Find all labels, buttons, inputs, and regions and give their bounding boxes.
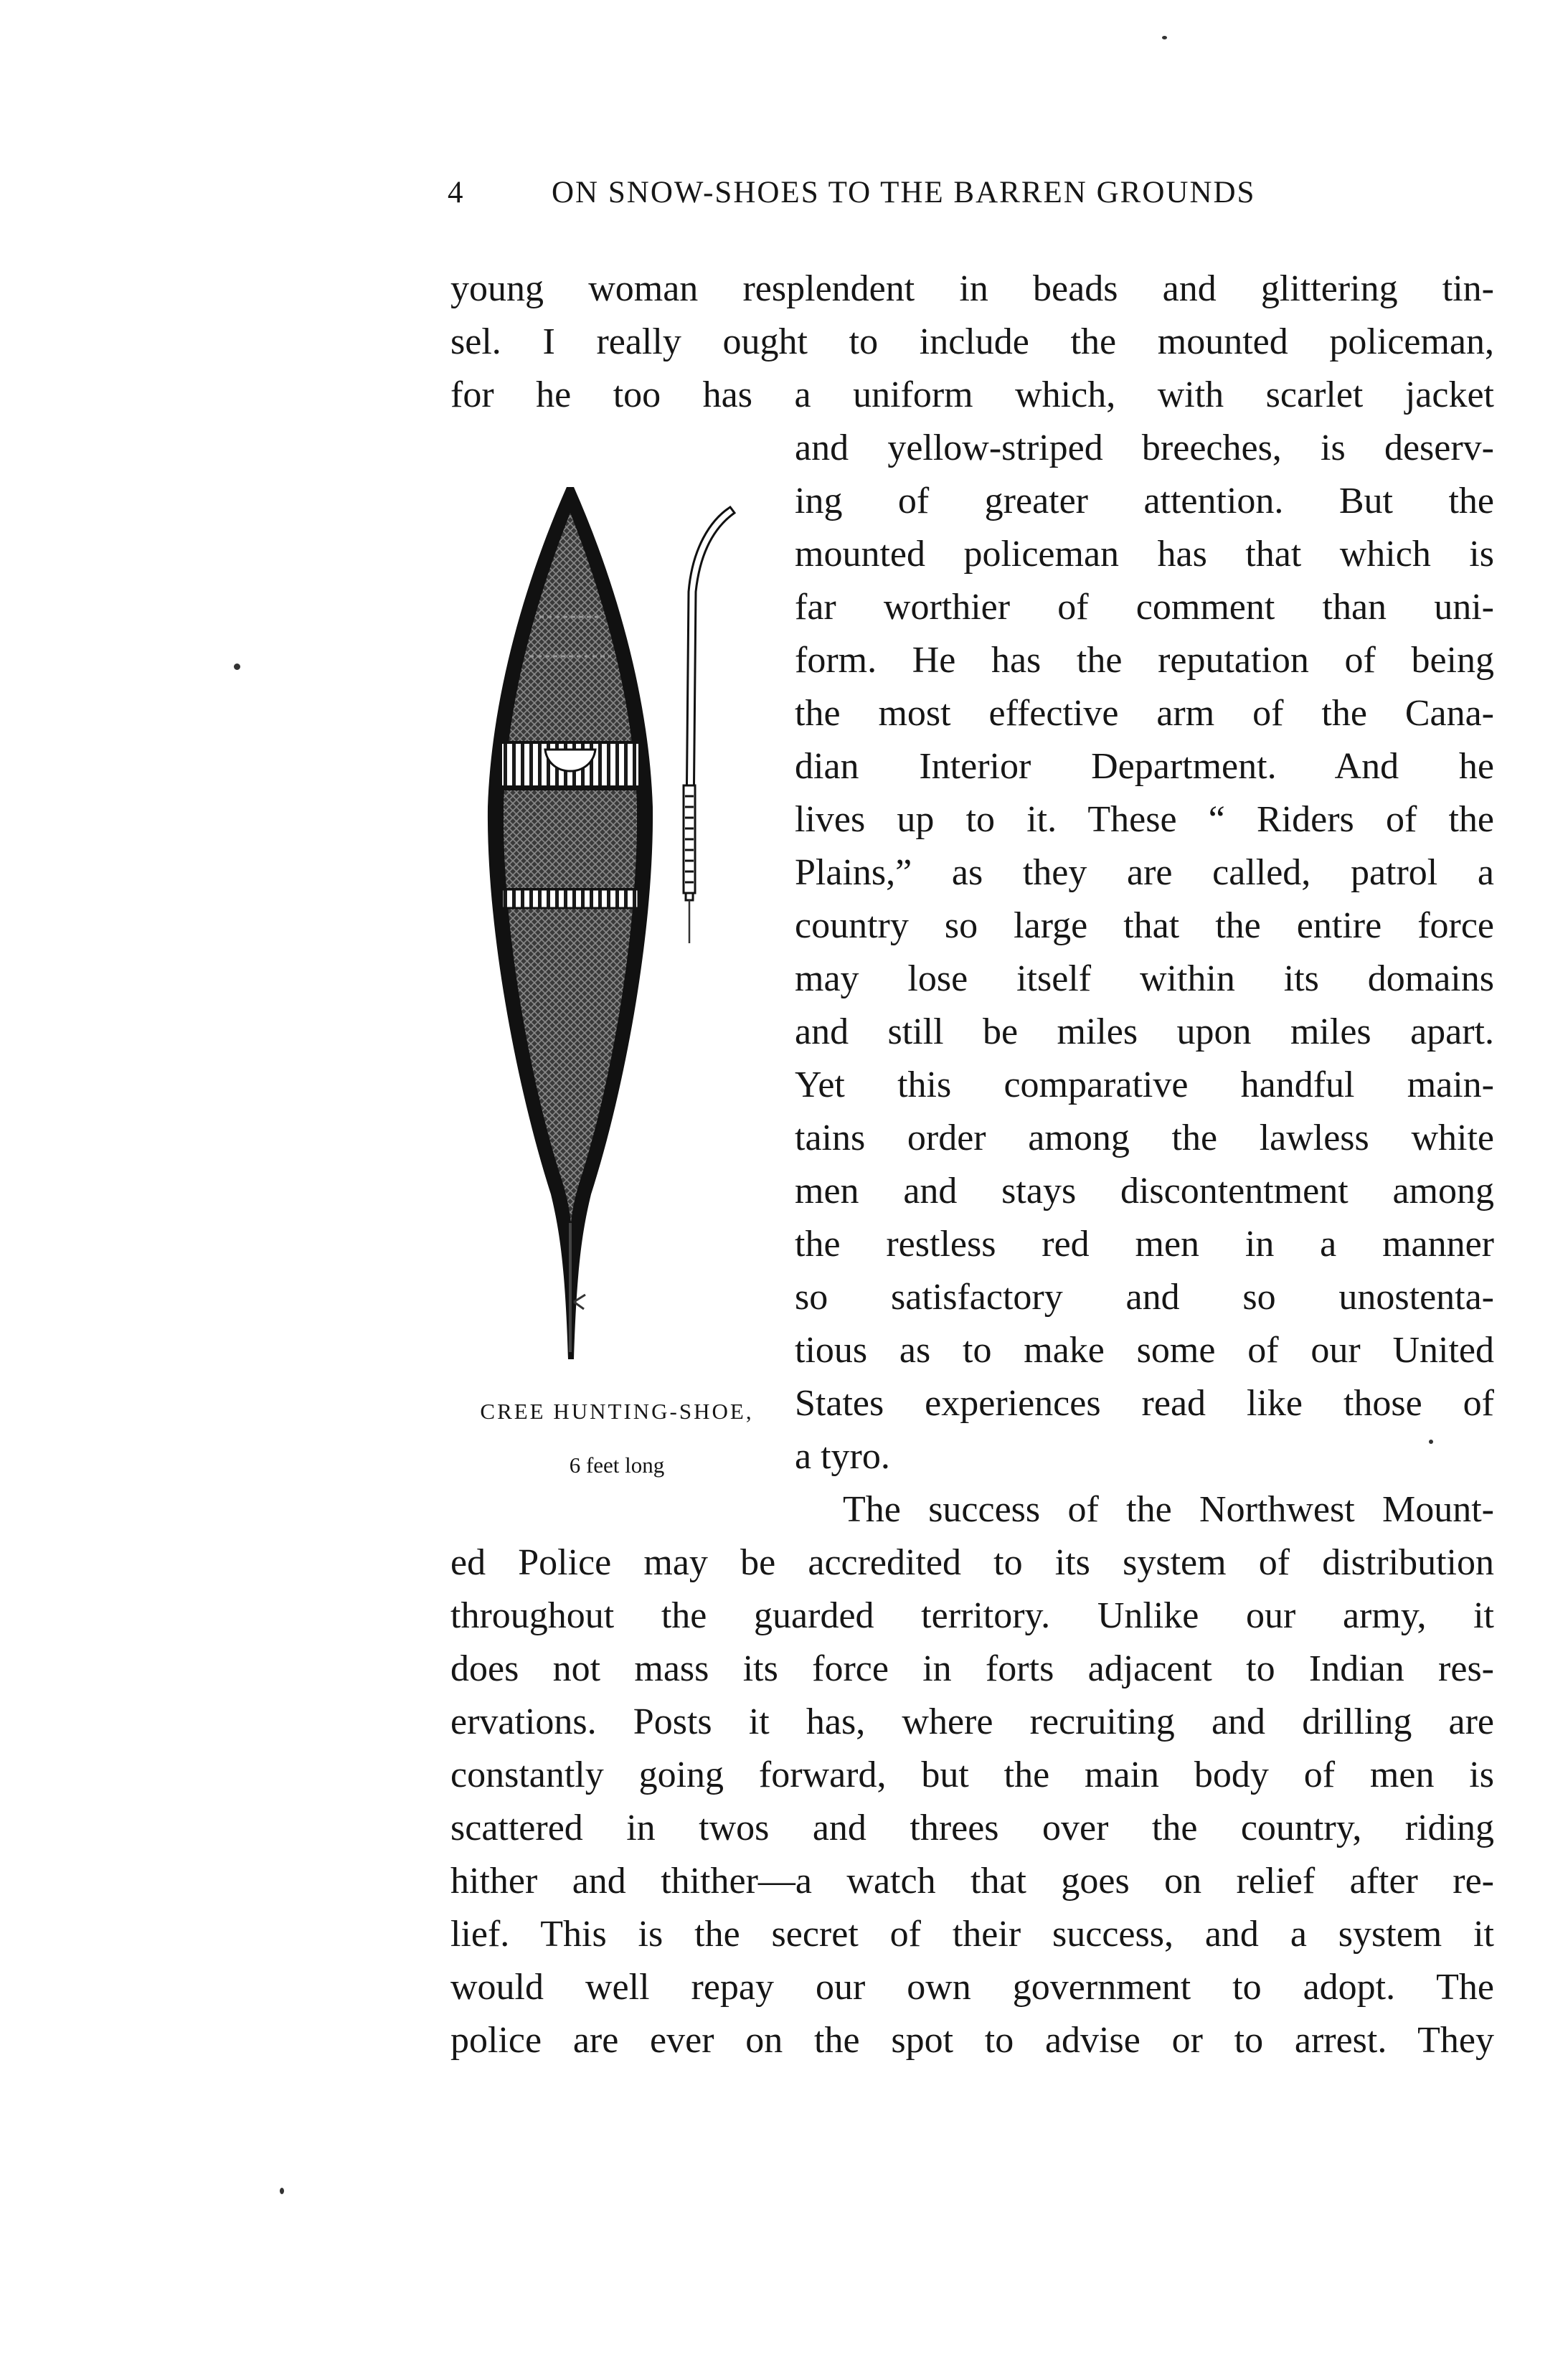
- text-line: so satisfactory and so unostenta-: [795, 1277, 1494, 1318]
- text-line: Yet this comparative handful main-: [795, 1064, 1494, 1105]
- text-line: country so large that the entire force: [795, 905, 1494, 946]
- text-line: lives up to it. These “ Riders of the: [795, 799, 1494, 840]
- text-line: throughout the guarded territory. Unlike our army, it: [450, 1595, 1494, 1636]
- scan-speck: [280, 2188, 284, 2194]
- text-line: constantly going forward, but the main body of men is: [450, 1754, 1494, 1795]
- text-line: would well repay our own government to adopt. The: [450, 1967, 1494, 2008]
- running-header: [448, 175, 1380, 225]
- text-line: hither and thither—a watch that goes on relief after re-: [450, 1861, 1494, 1902]
- text-line: ervations. Posts it has, where recruiting and drilling are: [450, 1701, 1494, 1742]
- text-line: young woman resplendent in beads and glittering tin-: [450, 268, 1494, 309]
- text-line: for he too has a uniform which, with scarlet jacket: [450, 374, 1494, 415]
- scan-speck: [1429, 1440, 1433, 1444]
- text-line: may lose itself within its domains: [795, 958, 1494, 999]
- page-number: 4: [448, 176, 465, 209]
- text-line: mounted policeman has that which is: [795, 534, 1494, 575]
- text-line: police are ever on the spot to advise or to arrest. They: [450, 2020, 1494, 2061]
- figure-caption-title: CREE HUNTING-SHOE,: [480, 1399, 754, 1424]
- running-title: ON SNOW-SHOES TO THE BARREN GROUNDS: [552, 176, 1256, 209]
- text-line: the restless red men in a manner: [795, 1224, 1494, 1265]
- paragraph-first-line: The success of the Northwest Mount-: [843, 1489, 1494, 1530]
- text-line: scattered in twos and threes over the country, riding: [450, 1808, 1494, 1848]
- text-line: a tyro.: [795, 1436, 890, 1477]
- text-line: and yellow-striped breeches, is deserv-: [795, 428, 1494, 468]
- text-line: does not mass its force in forts adjacent to Indian res-: [450, 1648, 1494, 1689]
- text-line: tious as to make some of our United: [795, 1330, 1494, 1371]
- text-line: tains order among the lawless white: [795, 1118, 1494, 1158]
- text-line: the most effective arm of the Cana-: [795, 693, 1494, 734]
- scan-speck: [234, 663, 240, 670]
- text-line: men and stays discontentment among: [795, 1171, 1494, 1211]
- text-line: ed Police may be accredited to its system of distribution: [450, 1542, 1494, 1583]
- text-line: lief. This is the secret of their success, and a system it: [450, 1914, 1494, 1955]
- text-line: and still be miles upon miles apart.: [795, 1011, 1494, 1052]
- text-line: Plains,” as they are called, patrol a: [795, 852, 1494, 893]
- text-line: ing of greater attention. But the: [795, 481, 1494, 521]
- scan-speck: [1162, 36, 1167, 39]
- figure-caption-subtitle: 6 feet long: [569, 1453, 665, 1478]
- text-line: States experiences read like those of: [795, 1383, 1494, 1424]
- text-line: far worthier of comment than uni-: [795, 587, 1494, 628]
- text-line: dian Interior Department. And he: [795, 746, 1494, 787]
- snowshoe-icon: [459, 470, 775, 1374]
- text-line: form. He has the reputation of being: [795, 640, 1494, 681]
- text-line: sel. I really ought to include the mounted policeman,: [450, 321, 1494, 362]
